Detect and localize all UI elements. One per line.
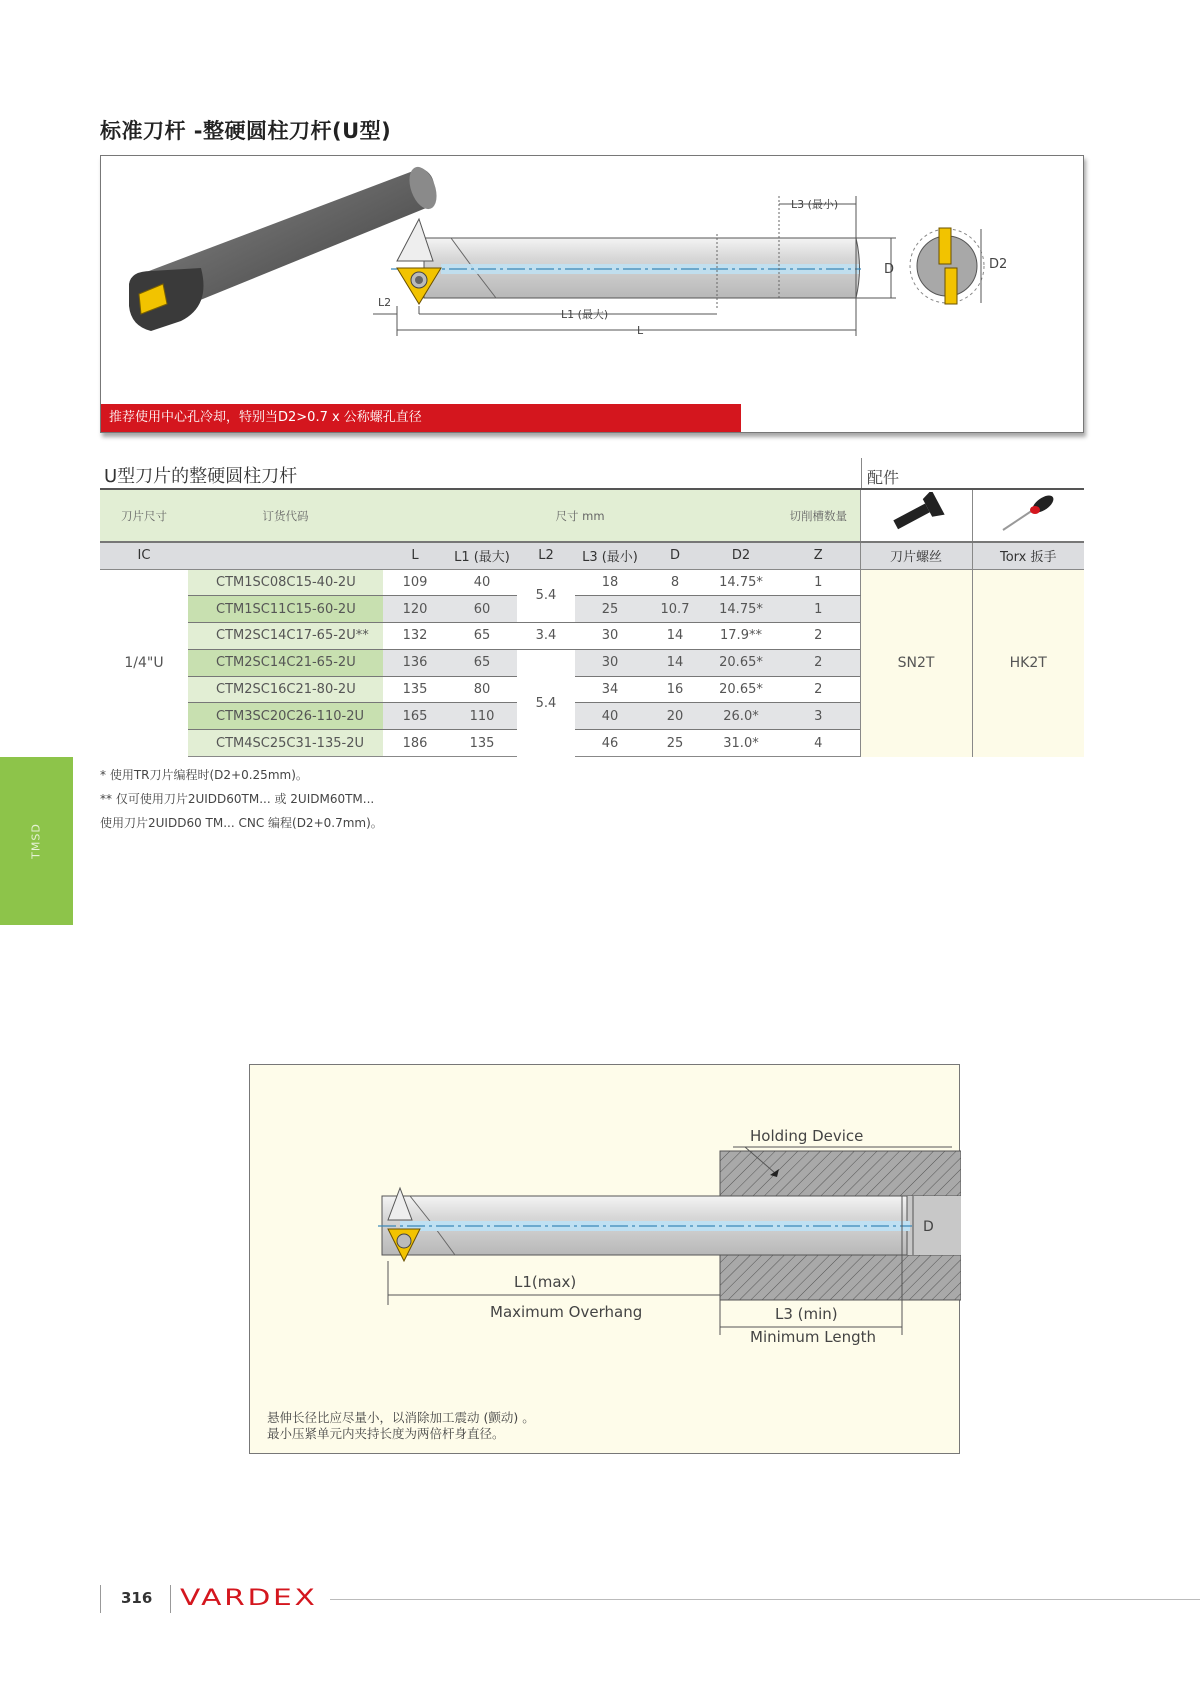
table-cell: CTM2SC14C17-65-2U** (188, 623, 383, 650)
spec-table (100, 488, 1084, 757)
dim-l3-label: L3 (最小) (791, 198, 839, 211)
table-cell: 109 (383, 569, 447, 596)
table-cell: 65 (447, 649, 517, 676)
table-cell: 2 (777, 623, 860, 650)
table-cell: 136 (383, 649, 447, 676)
table-cell: 60 (447, 596, 517, 623)
diagram-note: 悬伸长径比应尽量小，以消除加工震动 (颤动) 。 最小压紧单元内夹持长度为两倍杆身直径。 (267, 1410, 535, 1441)
section-title: U型刀片的整硬圆柱刀杆 (104, 466, 298, 487)
table-cell: 135 (383, 676, 447, 703)
svg-text:D: D (923, 1219, 934, 1235)
svg-text:D: D (884, 262, 895, 277)
table-cell: D (645, 542, 705, 569)
table-cell: 34 (575, 676, 645, 703)
table-cell: 132 (383, 623, 447, 650)
svg-text:Minimum Length: Minimum Length (750, 1328, 877, 1346)
table-cell: 3 (777, 703, 860, 730)
divider (170, 1585, 171, 1613)
table-cell: 30 (575, 649, 645, 676)
table-cell: 17.9** (705, 623, 777, 650)
table-row (100, 569, 1084, 596)
divider (100, 1585, 101, 1613)
table-cell: 26.0* (705, 703, 777, 730)
table-cell: 1 (777, 569, 860, 596)
table-cell: CTM1SC11C15-60-2U (188, 596, 383, 623)
svg-text:L: L (637, 324, 644, 337)
svg-text:L1 (最大): L1 (最大) (561, 308, 609, 321)
table-header-group (100, 489, 1084, 542)
table-cell: CTM3SC20C26-110-2U (188, 703, 383, 730)
overhang-drawing (250, 1065, 961, 1455)
header-insert-size: 刀片尺寸 (100, 489, 188, 542)
table-cell: 5.4 (535, 695, 557, 711)
table-cell: L2 (517, 542, 575, 569)
page-title: 标准刀杆 -整硬圆柱刀杆(U型) (100, 119, 392, 143)
header-flutes: 切削槽数量 (777, 489, 860, 542)
holding-device-label: Holding Device (750, 1127, 864, 1145)
isometric-tool-icon (129, 163, 442, 331)
side-view-drawing (391, 196, 861, 308)
page-number: 316 (121, 1589, 153, 1607)
table-cell: 16 (645, 676, 705, 703)
svg-text:Maximum Overhang: Maximum Overhang (490, 1303, 643, 1321)
table-cell: 40 (447, 569, 517, 596)
table-cell: 18 (575, 569, 645, 596)
end-view-drawing (910, 228, 984, 304)
table-cell (188, 542, 383, 569)
table-cell: 135 (447, 730, 517, 757)
table-cell: 25 (575, 596, 645, 623)
brand-logo: VARDEX (180, 1586, 318, 1611)
svg-text:D2: D2 (989, 257, 1008, 272)
table-cell: Z (777, 542, 860, 569)
header-dimensions: 尺寸 mm (383, 489, 777, 542)
ic-value: 1/4"U (124, 655, 164, 672)
screw-icon (860, 489, 972, 542)
side-tab: TMSD (0, 757, 73, 925)
key-value: HK2T (972, 569, 1084, 757)
table-cell: 1 (777, 596, 860, 623)
table-cell: CTM2SC16C21-80-2U (188, 676, 383, 703)
table-cell: 10.7 (645, 596, 705, 623)
table-cell: 46 (575, 730, 645, 757)
table-cell: 25 (645, 730, 705, 757)
table-cell: 2 (777, 676, 860, 703)
table-cell: 刀片螺丝 (860, 542, 972, 569)
table-cell: L3 (最小) (575, 542, 645, 569)
table-cell: 20 (645, 703, 705, 730)
table-cell: 3.4 (517, 623, 575, 650)
svg-text:L3 (min): L3 (min) (775, 1305, 838, 1323)
table-cell: 40 (575, 703, 645, 730)
table-cell: 65 (447, 623, 517, 650)
footnote: * 使用TR刀片编程时(D2+0.25mm)。 (100, 768, 308, 782)
svg-text:L1(max): L1(max) (514, 1273, 577, 1291)
table-cell: 8 (645, 569, 705, 596)
tool-drawing (101, 156, 1085, 434)
footnotes (100, 763, 383, 835)
torx-key-icon (972, 489, 1084, 542)
table-cell: IC (100, 542, 188, 569)
table-cell: Torx 扳手 (972, 542, 1084, 569)
screw-value: SN2T (860, 569, 972, 757)
divider (861, 458, 862, 488)
table-cell: 14.75* (705, 596, 777, 623)
footnote: ** 仅可使用刀片2UIDD60TM... 或 2UIDM60TM... (100, 792, 375, 806)
svg-text:L2: L2 (378, 296, 392, 309)
table-cell: 5.4 (517, 569, 575, 623)
hero-illustration (100, 155, 1084, 433)
table-cell: 2 (777, 649, 860, 676)
table-cell: CTM1SC08C15-40-2U (188, 569, 383, 596)
table-cell: 14.75* (705, 569, 777, 596)
table-cell: 4 (777, 730, 860, 757)
table-cell: D2 (705, 542, 777, 569)
table-column-headers (100, 542, 1084, 569)
cooling-recommendation-banner: 推荐使用中心孔冷却，特别当D2>0.7 x 公称螺孔直径 (101, 404, 741, 432)
table-cell: 20.65* (705, 676, 777, 703)
table-cell: 31.0* (705, 730, 777, 757)
header-order-code: 订货代码 (188, 489, 383, 542)
footnote: 使用刀片2UIDD60 TM... CNC 编程(D2+0.7mm)。 (100, 816, 383, 830)
table-cell: CTM2SC14C21-65-2U (188, 649, 383, 676)
table-cell: 30 (575, 623, 645, 650)
table-cell: 110 (447, 703, 517, 730)
table-cell: 20.65* (705, 649, 777, 676)
table-cell: L1 (最大) (447, 542, 517, 569)
table-cell: 186 (383, 730, 447, 757)
table-cell: 165 (383, 703, 447, 730)
overhang-diagram (249, 1064, 960, 1454)
table-cell: 14 (645, 649, 705, 676)
table-cell: 80 (447, 676, 517, 703)
accessories-title: 配件 (867, 468, 900, 487)
footer-rule (330, 1599, 1200, 1600)
table-cell: 120 (383, 596, 447, 623)
table-cell: CTM4SC25C31-135-2U (188, 730, 383, 757)
table-cell: 14 (645, 623, 705, 650)
table-cell: L (383, 542, 447, 569)
